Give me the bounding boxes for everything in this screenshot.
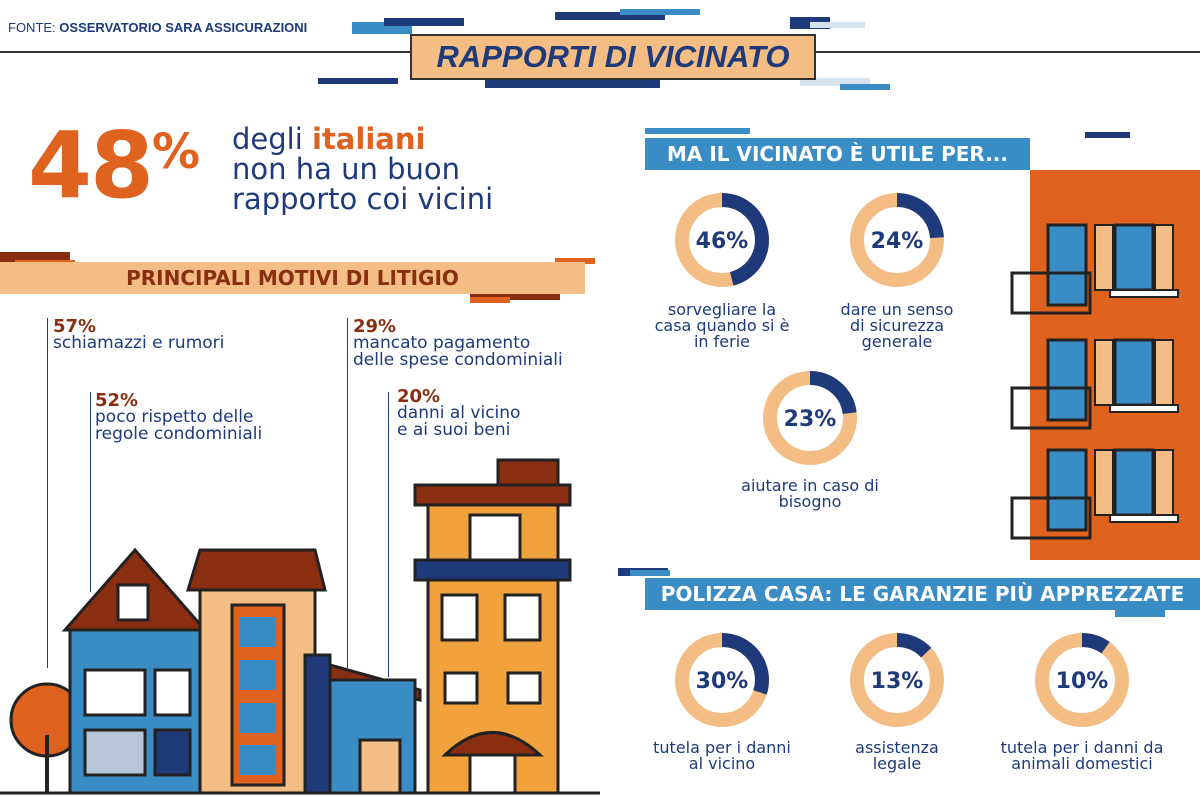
donut-label: sorvegliare la casa quando si è in ferie (654, 300, 790, 351)
donut-chart (1032, 630, 1132, 730)
balcony-door (1048, 450, 1086, 530)
donut-label: aiutare in caso di bisogno (741, 476, 879, 511)
donut-chart (672, 630, 772, 730)
donut-label: assistenza legale (855, 738, 939, 773)
donut-value: 10% (1055, 669, 1109, 694)
utile-title: MA IL VICINATO È UTILE PER... (645, 138, 1030, 170)
motivi-title: PRINCIPALI MOTIVI DI LITIGIO (0, 262, 585, 294)
motivo-item: 57% schiamazzi e rumori (53, 316, 225, 353)
window (1115, 225, 1153, 290)
window (1115, 340, 1153, 405)
donut-chart (847, 630, 947, 730)
donut-value: 24% (870, 229, 924, 254)
apartment-building-illustration (1000, 170, 1200, 560)
motivo-item: 52% poco rispetto delle regole condominiali (95, 390, 263, 444)
houses-illustration (0, 455, 600, 797)
donut-value: 46% (695, 229, 749, 254)
motivo-item: 29% mancato pagamento delle spese condominiali (353, 316, 563, 370)
donut-label: tutela per i danni da animali domestici (1000, 738, 1164, 773)
donut-value: 23% (783, 407, 837, 432)
donut-chart (672, 190, 772, 290)
donut-value: 30% (695, 669, 749, 694)
window (1115, 450, 1153, 515)
polizza-title: POLIZZA CASA: LE GARANZIE PIÙ APPREZZATE (645, 578, 1200, 610)
motivo-item: 20% danni al vicino e ai suoi beni (397, 386, 521, 440)
donut-value: 13% (870, 669, 924, 694)
donut-chart (847, 190, 947, 290)
balcony-door (1048, 340, 1086, 420)
headline-text: degli italiani non ha un buon rapporto coi vicini (232, 122, 494, 216)
page-title: RAPPORTI DI VICINATO (410, 34, 816, 80)
balcony-door (1048, 225, 1086, 305)
donut-chart (760, 368, 860, 468)
source-credit: FONTE: OSSERVATORIO SARA ASSICURAZIONI (8, 20, 308, 35)
donut-label: dare un senso di sicurezza generale (840, 300, 954, 351)
headline-stat: 48% (28, 112, 199, 219)
donut-label: tutela per i danni al vicino (653, 738, 791, 773)
